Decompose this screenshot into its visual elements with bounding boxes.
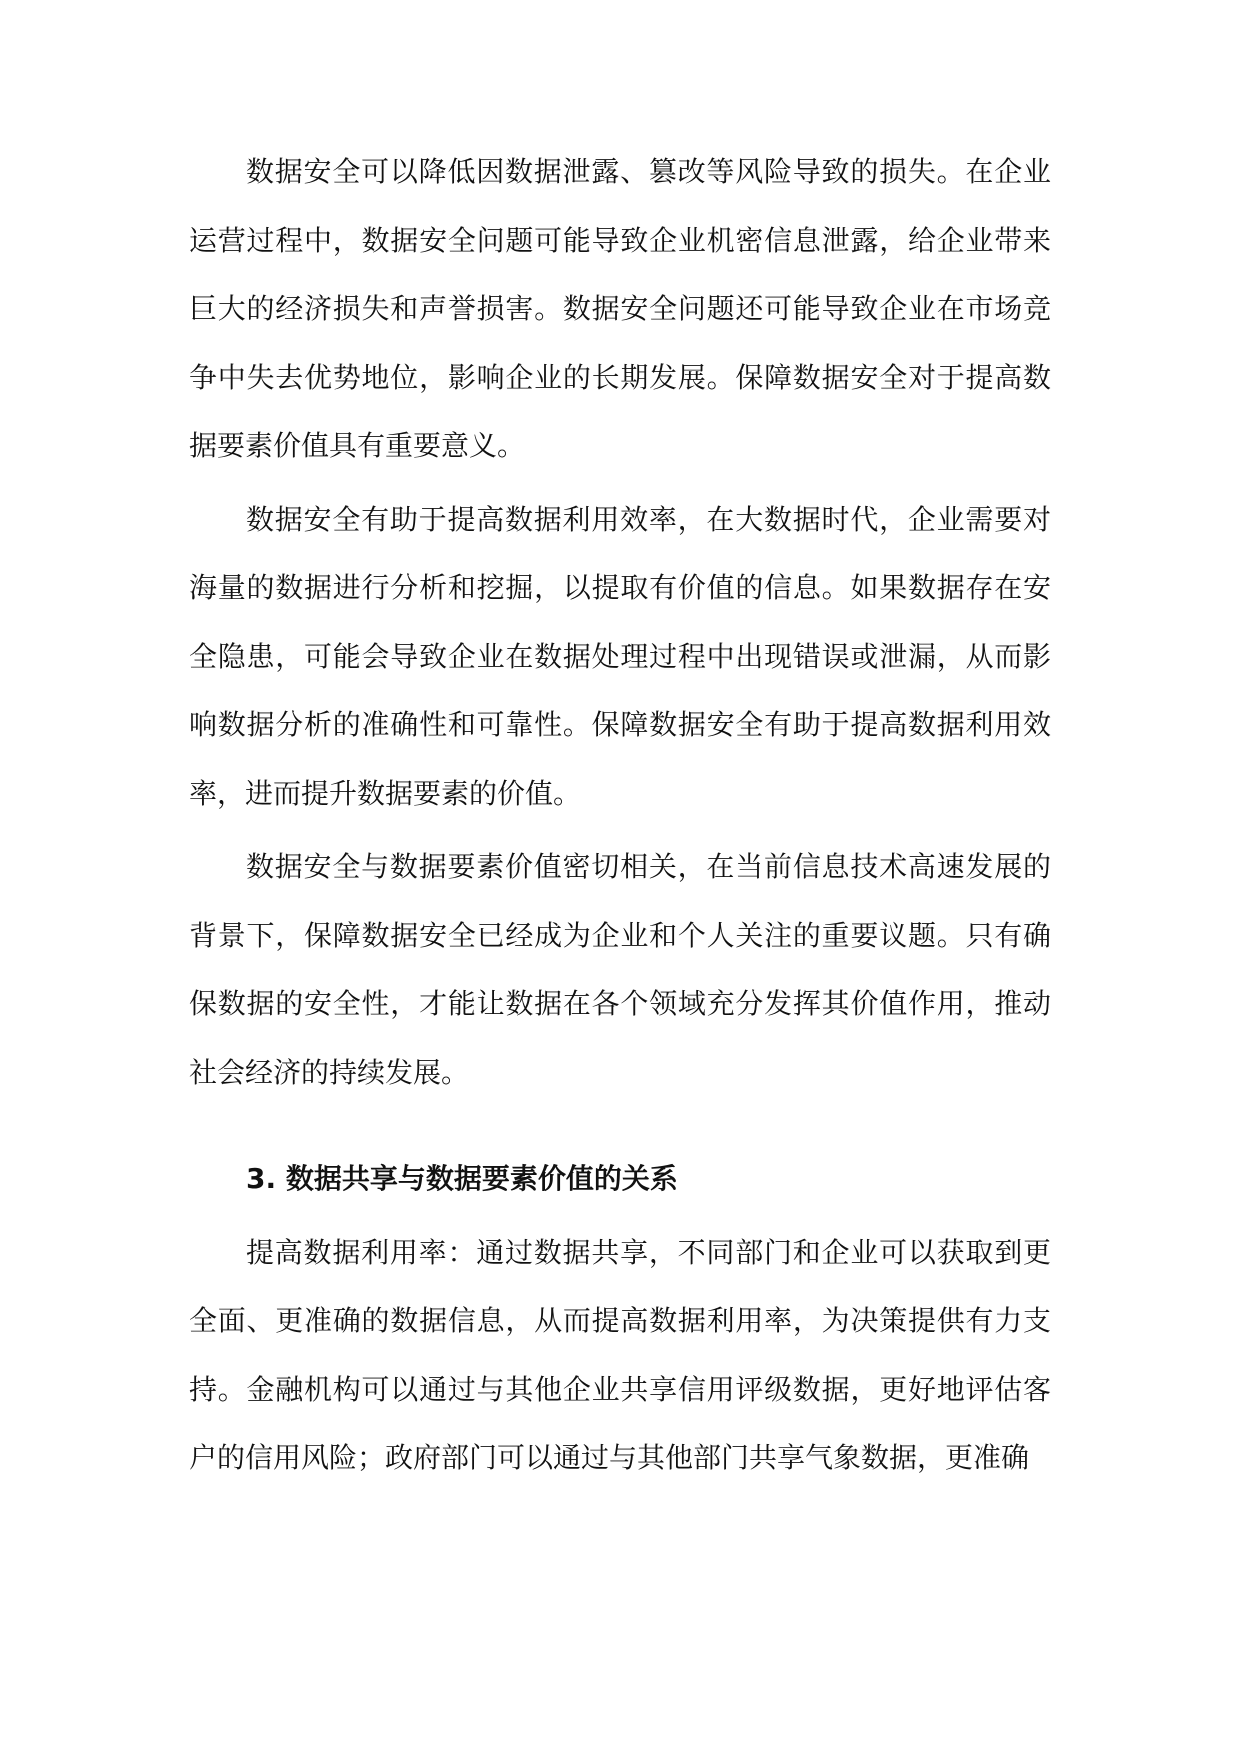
document-body (189, 138, 1051, 1498)
paragraph-data-security-loss: 数据安全可以降低因数据泄露、篡改等风险导致的损失。在企业运营过程中，数据安全问题可能导致企业机密信息泄露，给企业带来巨大的经济损失和声誉损害。数据安全问题还可能导致企业在市场竞争中失去优势地位，影响企业的长期发展。保障数据安全对于提高数据要素价值具有重要意义。 (189, 155, 1051, 462)
paragraph-data-sharing-utilization: 提高数据利用率：通过数据共享，不同部门和企业可以获取到更全面、更准确的数据信息，从而提高数据利用率，为决策提供有力支持。金融机构可以通过与其他企业共享信用评级数据，更好地评估客户的信用风险；政府部门可以通过与其他部门共享气象数据，更准确 (189, 1235, 1051, 1474)
paragraph-data-security-value: 数据安全与数据要素价值密切相关，在当前信息技术高速发展的背景下，保障数据安全已经成为企业和个人关注的重要议题。只有确保数据的安全性，才能让数据在各个领域充分发挥其价值作用，推动社会经济的持续发展。 (189, 850, 1051, 1089)
section-heading: 3. 数据共享与数据要素价值的关系 (246, 1162, 678, 1195)
paragraph-data-utilization-efficiency: 数据安全有助于提高数据利用效率，在大数据时代，企业需要对海量的数据进行分析和挖掘，以提取有价值的信息。如果数据存在安全隐患，可能会导致企业在数据处理过程中出现错误或泄漏，从而影响数据分析的准确性和可靠性。保障数据安全有助于提高数据利用效率，进而提升数据要素的价值。 (189, 502, 1051, 810)
